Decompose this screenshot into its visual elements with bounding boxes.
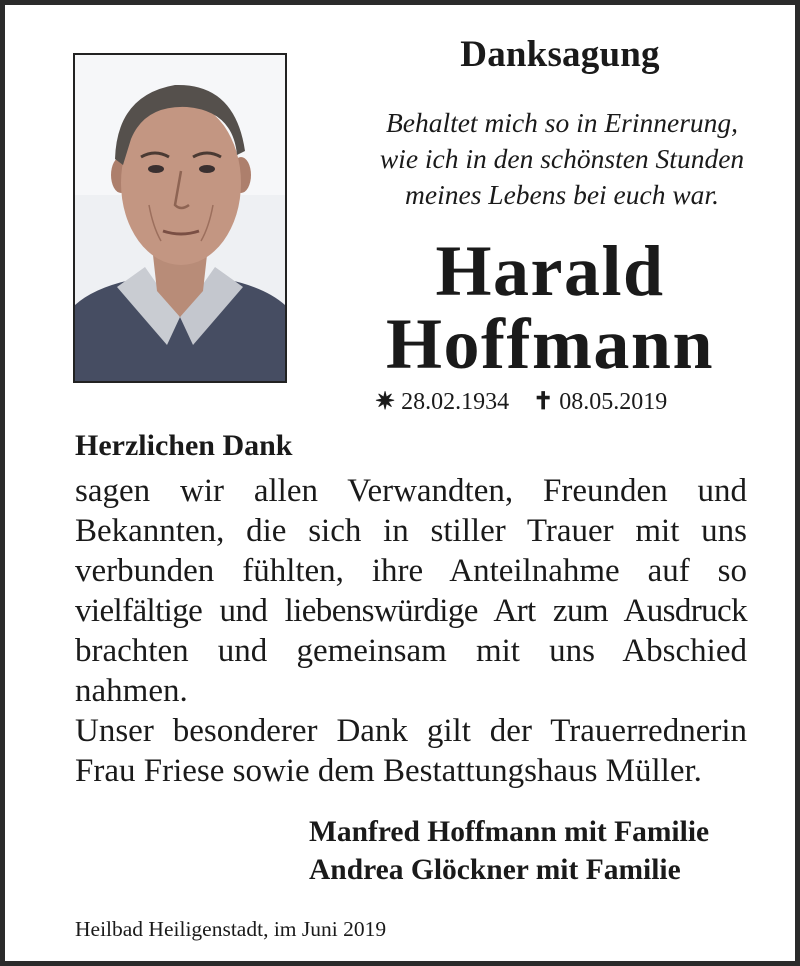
death-date: 08.05.2019 — [559, 389, 668, 415]
birth-date: 28.02.1934 — [401, 389, 510, 415]
body-line: Unser besonderer Dank gilt der Trauerrednerin — [75, 713, 747, 749]
motto-line: Behaltet mich so in Erinnerung, — [385, 107, 739, 138]
death-cross-icon: ✝ — [533, 389, 554, 415]
life-dates — [375, 387, 667, 416]
body-line: Bekannten, die sich in stiller Trauer mit uns — [75, 513, 747, 549]
body-line: vielfältige und liebenswürdige Art zum Ausdruck — [75, 593, 747, 629]
body-line: sagen wir allen Verwandten, Freunden und — [75, 473, 747, 509]
thanks-body — [75, 471, 747, 791]
motto-line: wie ich in den schönsten Stunden — [379, 143, 745, 174]
notice-heading: Danksagung — [460, 34, 660, 75]
motto-quote — [325, 105, 799, 213]
deceased-first-name: Harald — [435, 231, 665, 311]
thanks-heading: Herzlichen Dank — [75, 429, 293, 462]
birth-star-icon: ✷ — [375, 389, 396, 415]
body-line: Frau Friese sowie dem Bestattungshaus Müller. — [75, 753, 702, 789]
body-line: brachten und gemeinsam mit uns Abschied — [75, 633, 747, 669]
body-line: verbunden fühlten, ihre Anteilnahme auf so — [75, 553, 747, 589]
signature-line: Andrea Glöckner mit Familie — [309, 854, 681, 886]
portrait-image — [75, 55, 285, 381]
place-and-date: Heilbad Heiligenstadt, im Juni 2019 — [75, 917, 387, 941]
signatures — [309, 813, 709, 889]
portrait-photo — [73, 53, 287, 383]
signature-line: Manfred Hoffmann mit Familie — [309, 816, 710, 848]
body-line: nahmen. — [75, 673, 188, 709]
deceased-last-name: Hoffmann — [385, 304, 715, 384]
motto-line: meines Lebens bei euch war. — [405, 179, 719, 210]
